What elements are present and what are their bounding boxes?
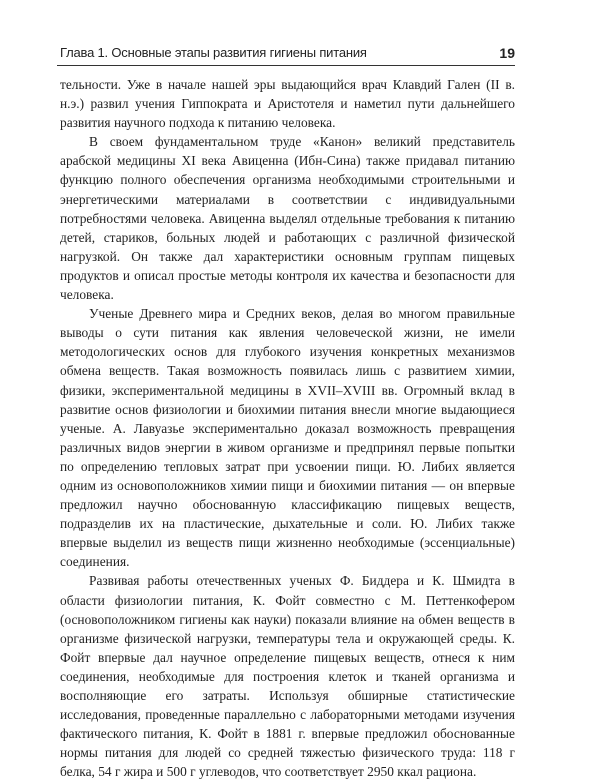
header-rule (57, 65, 515, 66)
page-number: 19 (499, 45, 515, 61)
body-text (60, 75, 515, 781)
paragraph-continuation: тельности. Уже в начале нашей эры выдающийся врач Клавдий Гален (II в. н.э.) развил учения Гиппократа и Аристотеля и наметил пути дальнейшего развития научного подхода к питанию человека. (60, 77, 515, 131)
paragraph-voit: Развивая работы отечественных ученых Ф. Биддера и К. Шмидта в области физиологии питания, К. Фойт совместно с М. Петтенкофером (основоположником гигиены как науки) показали влияние на обмен веществ в организме физической нагрузки, температуры тела и окружающей среды. К. Фойт впервые дал научное определение пищевых веществ, отнеся к ним соединения, необходимые для построения клеток и тканей организма и восполняющие его затраты. Используя обширные статистические исследования, проведенные параллельно с лабораторными методами изучения фактического питания, К. Фойт в 1881 г. впервые предложил обоснованные нормы питания для людей со средней тяжестью физического труда: 118 г белка, 54 г жира и 500 г углеводов, что соответствует 2950 ккал рациона. (60, 573, 515, 780)
paragraph-ancient-scholars: Ученые Древнего мира и Средних веков, делая во многом правильные выводы о сути питания как явления человеческой жизни, не имели методологических основ для глубокого изучения конкретных механизмов обмена веществ. Такая возможность появилась лишь с развитием химии, физики, экспериментальной медицины в XVII–XVIII вв. Огромный вклад в развитие основ физиологии и биохимии питания внесли многие выдающиеся ученые. А. Лавуазье экспериментально доказал возможность превращения различных видов энергии в живом организме и предпринял первые попытки по определению тепловых затрат при усвоении пищи. Ю. Либих является одним из основоположников химии пищи и биохимии питания — он впервые предложил научно обоснованную классификацию пищевых веществ, подразделив их на пластические, дыхательные и соли. Ю. Либих также впервые выделил из веществ пищи жизненно необходимые (эссенциальные) соединения. (60, 306, 515, 570)
paragraph-avicenna: В своем фундаментальном труде «Канон» великий представитель арабской медицины XI века Авиценна (Ибн-Сина) также придавал питанию функцию полного обеспечения организма необходимыми строительными и энергетическими материалами в соответствии с индивидуальными потребностями человека. Авиценна выделял отдельные требования к питанию детей, стариков, больных людей и работающих с различной физической нагрузкой. Он также дал характеристики основным группам пищевых продуктов и описал простые методы контроля их качества и безопасности для человека. (60, 134, 515, 303)
running-header (57, 44, 515, 66)
running-title: Глава 1. Основные этапы развития гигиены питания (60, 45, 367, 60)
